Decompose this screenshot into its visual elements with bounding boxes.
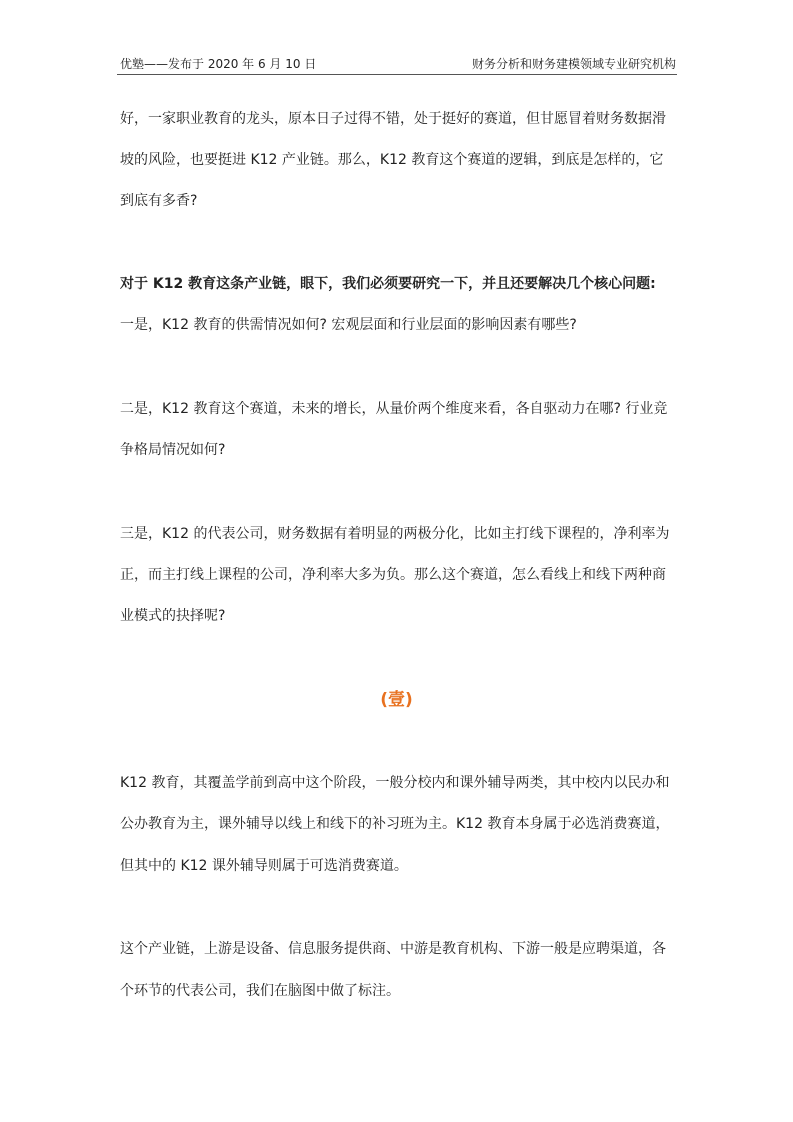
header-publish-info: 优塾——发布于 2020 年 6 月 10 日: [120, 57, 317, 71]
question-3-line-3: 业模式的抉择呢?: [120, 608, 226, 624]
intro-line-1: 好，一家职业教育的龙头，原本日子过得不错，处于挺好的赛道，但甘愿冒着财务数据滑: [120, 111, 666, 127]
para1-line-3: 但其中的 K12 课外辅导则属于可选消费赛道。: [120, 858, 408, 874]
para2-line-2: 个环节的代表公司，我们在脑图中做了标注。: [120, 983, 400, 999]
question-lead: 对于 K12 教育这条产业链，眼下，我们必须要研究一下，并且还要解决几个核心问题:: [120, 276, 656, 292]
question-3-line-1: 三是，K12 的代表公司，财务数据有着明显的两极分化，比如主打线下课程的，净利率为: [120, 526, 670, 542]
para1-line-2: 公办教育为主，课外辅导以线上和线下的补习班为主。K12 教育本身属于必选消费赛道，: [120, 816, 670, 832]
header-divider: [117, 74, 677, 75]
question-2-line-2: 争格局情况如何?: [120, 442, 226, 458]
intro-line-2: 坡的风险，也要挺进 K12 产业链。那么，K12 教育这个赛道的逻辑，到底是怎样的，它: [120, 152, 664, 168]
header-org-tagline: 财务分析和财务建模领域专业研究机构: [471, 57, 676, 71]
question-1-line-1: 一是，K12 教育的供需情况如何? 宏观层面和行业层面的影响因素有哪些?: [120, 317, 577, 333]
page-header: [120, 56, 676, 73]
intro-line-3: 到底有多香?: [120, 193, 198, 209]
para2-line-1: 这个产业链，上游是设备、信息服务提供商、中游是教育机构、下游一般是应聘渠道，各: [120, 941, 666, 957]
section-title: (壹): [380, 690, 413, 710]
question-3-line-2: 正，而主打线上课程的公司，净利率大多为负。那么这个赛道，怎么看线上和线下两种商: [120, 567, 666, 583]
para1-line-1: K12 教育，其覆盖学前到高中这个阶段，一般分校内和课外辅导两类，其中校内以民办和: [120, 775, 670, 791]
question-2-line-1: 二是，K12 教育这个赛道，未来的增长，从量价两个维度来看，各自驱动力在哪? 行业竞: [120, 401, 668, 417]
